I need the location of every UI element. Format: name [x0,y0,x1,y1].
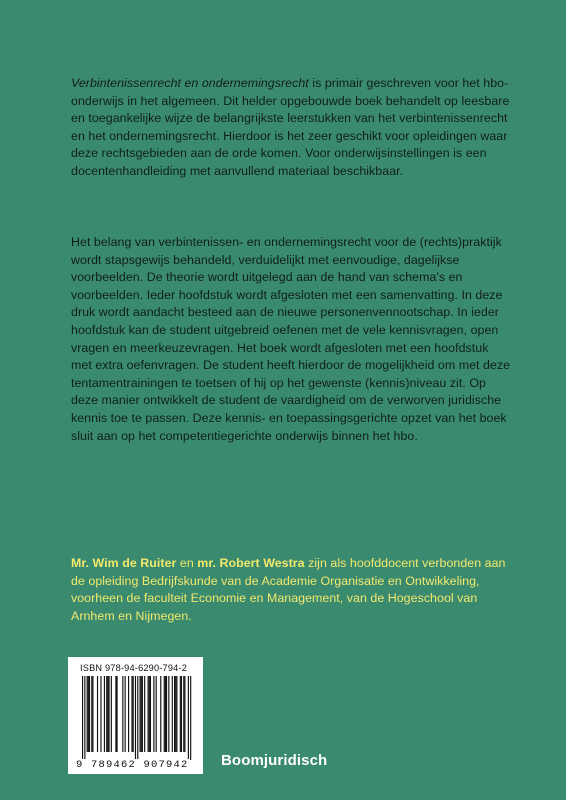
barcode-bar [148,676,149,752]
barcode-bar [150,676,151,752]
content-paragraph: Het belang van verbintenissen- en ondernemingsrecht voor de (rechts)praktijk wordt stapsgewijs behandeld, verduidelijkt met eenvoudige, dagelijkse voorbeelden. De theorie wordt uitgelegd aan de hand van schema's en voorbeelden. Ieder hoofdstuk wordt afgesloten met een samenvatting. In deze druk wordt aandacht besteed aan de nieuwe personenvennootschap. In ieder hoofdstuk kan de student uitgebreid oefenen met de vele kennisvragen, open vragen en meerkeuzevragen. Het boek wordt afgesloten met een hoofdstuk met extra oefenvragen. De student heeft hierdoor de mogelijkheid om met deze tentamentrainingen te toetsen of hij op het gewenste (kennis)niveau zit. Op deze manier ontwikkelt de student de vaardigheid om de verworven juridische kennis toe te passen. Deze kennis- en toepassingsgerichte opzet van het boek sluit aan op het competentiegerichte onderwijs binnen het hbo. [71,235,511,443]
barcode-bar [184,676,185,752]
barcode-box [68,657,203,774]
barcode-bar [131,676,132,752]
description-paragraph [71,75,511,181]
barcode-bar [172,676,173,752]
barcode-bar [106,676,107,752]
publisher-logo-text: Boomjuridisch [221,752,328,769]
barcode-guard-bar [84,676,85,760]
barcode-bar [168,676,169,752]
barcode-bar [149,676,150,752]
barcode-bar [176,676,177,752]
author-name-1: Mr. Wim de Ruiter [71,556,177,570]
barcode-digits: 9 789462 907942 [76,759,189,771]
barcode-bar [133,676,134,752]
barcode-bar [128,676,129,752]
barcode-guard-bar [82,676,83,760]
barcode-bar [164,676,165,752]
isbn-label: ISBN 978-94-6290-794-2 [80,663,188,673]
barcode-bar [92,676,93,752]
barcode-bar [88,676,89,752]
barcode-bar [115,676,116,752]
barcode-guard-bar [190,676,191,760]
barcode-bar [166,676,167,752]
authors-connector: en [176,556,198,570]
barcode-bar [142,676,143,752]
barcode-bar [160,676,161,752]
barcode-bar [125,676,126,752]
barcode-bar [144,676,145,752]
barcode-bar [165,676,166,752]
barcode-bar [100,676,101,752]
barcode-bar [174,676,175,752]
barcode-bars [76,676,195,762]
barcode-bar [180,676,181,752]
barcode-bar [122,676,123,752]
barcode-bar [117,676,118,752]
barcode-guard-bar [188,676,189,760]
barcode-bar [108,676,109,752]
barcode-bar [91,676,92,752]
barcode-bar [111,676,112,752]
author-name-2: mr. Robert Westra [197,556,305,570]
barcode-bar [87,676,88,752]
barcode-bar [153,676,154,752]
barcode-bar [89,676,90,752]
barcode-bar [107,676,108,752]
description-text: is primair geschreven voor het hbo-onderwijs in het algemeen. Dit helder opgebouwde boek behandelt op leesbare en toegankelijke wijze de belangrijkste leerstukken van het verbintenissenrecht en het ondernemingsrecht. Hierdoor is het zeer geschikt voor opleidingen waar deze rechtsgebieden aan de orde komen. Voor onderwijsinstellingen is een docentenhandleiding met aanvullend materiaal beschikbaar. [71,76,510,178]
authors-paragraph [71,555,511,625]
book-title-italic: Verbintenissenrecht en ondernemingsrecht [71,76,309,90]
barcode-bar [140,676,141,752]
barcode-bar [104,676,105,752]
barcode-bar [181,676,182,752]
authors-bio: zijn als hoofddocent verbonden aan de opleiding Bedrijfskunde van de Academie Organisatie en Ontwikkeling, voorheen de faculteit Economie en Management, van de Hogeschool van Arnhem en Nijmegen. [71,556,506,623]
barcode-bar [175,676,176,752]
barcode-guard-bar [137,676,138,760]
barcode-bar [141,676,142,752]
barcode-bar [97,676,98,752]
barcode-bar [156,676,157,752]
barcode-bar [183,676,184,752]
barcode-guard-bar [135,676,136,760]
